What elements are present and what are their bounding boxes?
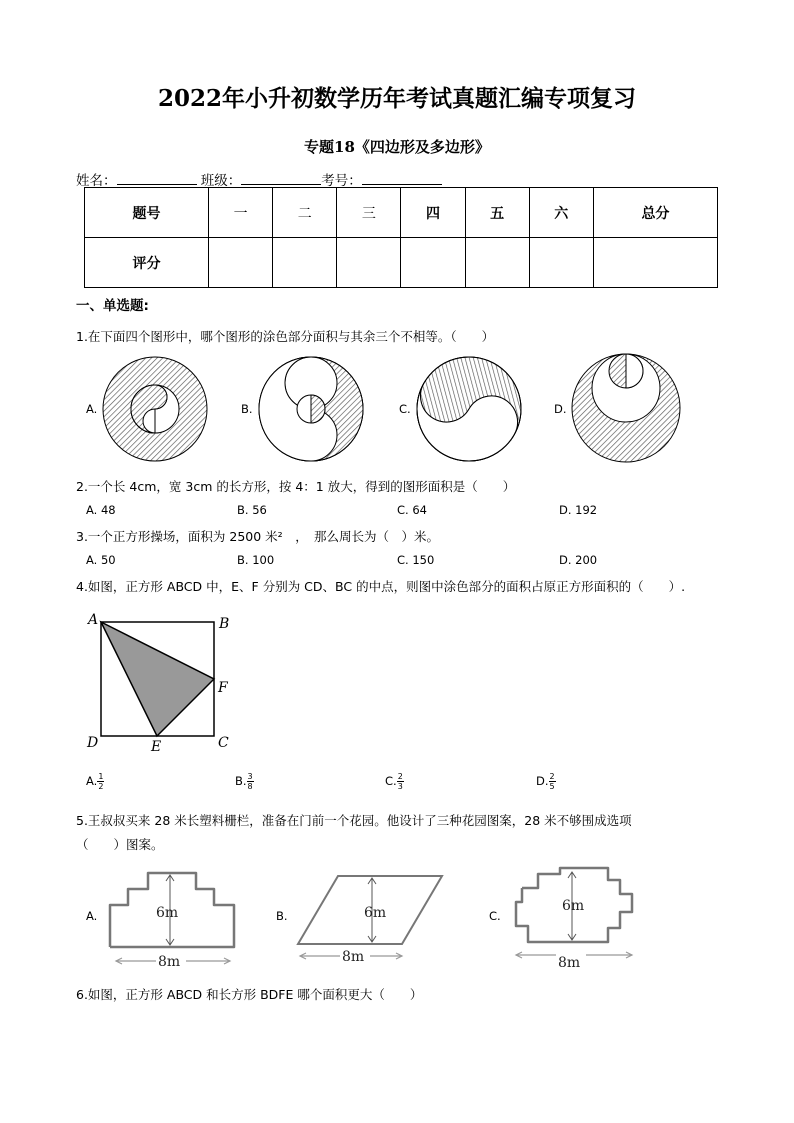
score-cell[interactable] — [593, 238, 717, 288]
q4-option-c[interactable] — [385, 772, 404, 791]
q1-figure-d — [570, 352, 682, 464]
q2-option-d[interactable]: D. 192 — [559, 503, 598, 517]
q5b-width-label: 8m — [342, 949, 365, 965]
q4-option-a[interactable] — [86, 772, 104, 791]
score-table-header-row — [85, 188, 718, 238]
name-field[interactable] — [117, 170, 197, 185]
q4-option-d[interactable] — [536, 772, 556, 791]
q4-option-a-label: A. — [86, 774, 98, 788]
score-header-cell: 总分 — [593, 188, 717, 238]
q4-option-b-numerator: 3 — [247, 772, 253, 781]
q5-option-c-label: C. — [489, 909, 501, 923]
q4-option-b-fraction — [247, 772, 254, 791]
q5c-height-label: 6m — [562, 898, 585, 914]
q1-option-d-label: D. — [554, 402, 567, 416]
question-5-text-line-2: （ ）图案。 — [76, 837, 164, 852]
label-b: B — [219, 616, 230, 632]
score-cell[interactable] — [465, 238, 529, 288]
q3-option-d[interactable]: D. 200 — [559, 553, 598, 567]
question-2-text: 2.一个长 4cm，宽 3cm 的长方形，按 4：1 放大，得到的图形面积是（ ） — [76, 479, 516, 494]
q4-option-d-label: D. — [536, 774, 549, 788]
score-header-cell: 二 — [273, 188, 337, 238]
score-header-cell: 四 — [401, 188, 465, 238]
q1-figure-b — [258, 356, 364, 462]
label-a: A — [88, 612, 99, 628]
question-5-text-line-1: 5.王叔叔买来 28 米长塑料栅栏，准备在门前一个花园。他设计了三种花园图案，28 米不够围成选项 — [76, 813, 632, 828]
q4-square-figure — [84, 610, 244, 758]
q5-option-b-label: B. — [276, 909, 288, 923]
q4-option-c-denominator: 3 — [397, 782, 403, 791]
q5-figure-c — [508, 862, 640, 970]
score-header-cell: 三 — [337, 188, 401, 238]
q5b-height-label: 6m — [364, 905, 387, 921]
q3-option-b[interactable]: B. 100 — [237, 553, 275, 567]
q5a-height-label: 6m — [156, 905, 179, 921]
score-cell[interactable] — [273, 238, 337, 288]
score-header-cell: 五 — [465, 188, 529, 238]
label-d: D — [87, 735, 99, 751]
score-cell[interactable] — [337, 238, 401, 288]
name-label: 姓名： — [76, 173, 117, 189]
label-c: C — [218, 735, 229, 751]
label-f: F — [218, 680, 228, 696]
q4-option-a-numerator: 1 — [98, 772, 104, 781]
score-cell[interactable] — [529, 238, 593, 288]
q1-option-b-label: B. — [241, 402, 253, 416]
q1-figure-c — [416, 356, 522, 462]
class-label: 班级： — [200, 173, 242, 189]
q3-option-a[interactable]: A. 50 — [86, 553, 116, 567]
q4-option-d-fraction — [549, 772, 556, 791]
question-6-text: 6.如图，正方形 ABCD 和长方形 BDFE 哪个面积更大（ ） — [76, 987, 423, 1002]
page-subtitle: 专题18《四边形及多边形》 — [304, 138, 490, 156]
q4-option-c-label: C. — [385, 774, 397, 788]
q5-option-a-label: A. — [86, 909, 98, 923]
score-cell[interactable] — [209, 238, 273, 288]
question-4-text: 4.如图，正方形 ABCD 中，E、F 分别为 CD、BC 的中点，则图中涂色部分的面积占原正方形面积的（ ）. — [76, 579, 686, 594]
q2-option-a[interactable]: A. 48 — [86, 503, 116, 517]
question-3-text: 3.一个正方形操场，面积为 2500 米² ， 那么周长为（ ）米。 — [76, 529, 439, 544]
exam-no-label: 考号： — [321, 173, 362, 189]
q2-option-b[interactable]: B. 56 — [237, 503, 267, 517]
q5-figure-b — [292, 866, 452, 966]
q4-option-b-label: B. — [235, 774, 247, 788]
q1-option-c-label: C. — [399, 402, 411, 416]
score-header-cell: 六 — [529, 188, 593, 238]
q5c-width-label: 8m — [558, 955, 581, 970]
label-e: E — [151, 739, 162, 755]
student-info — [76, 169, 442, 189]
q4-option-c-fraction — [397, 772, 404, 791]
score-table — [84, 187, 718, 288]
score-row-label: 评分 — [85, 238, 209, 288]
q1-figure-a — [102, 356, 208, 462]
q3-option-c[interactable]: C. 150 — [397, 553, 435, 567]
score-header-cell: 一 — [209, 188, 273, 238]
page-title: 2022年小升初数学历年考试真题汇编专项复习 — [157, 85, 636, 112]
section-heading: 一、单选题: — [76, 298, 149, 314]
q5a-width-label: 8m — [158, 954, 181, 970]
exam-no-field[interactable] — [362, 170, 442, 185]
question-1-text: 1.在下面四个图形中，哪个图形的涂色部分面积与其余三个不相等。（ ） — [76, 329, 495, 344]
class-field[interactable] — [241, 170, 321, 185]
score-cell[interactable] — [401, 238, 465, 288]
q4-option-b[interactable] — [235, 772, 254, 791]
q4-option-b-denominator: 8 — [247, 782, 253, 791]
q4-option-a-fraction — [97, 772, 104, 791]
q4-option-d-denominator: 5 — [549, 782, 555, 791]
score-table-score-row — [85, 238, 718, 288]
q2-option-c[interactable]: C. 64 — [397, 503, 427, 517]
q1-option-a-label: A. — [86, 402, 98, 416]
score-header-cell: 题号 — [85, 188, 209, 238]
q4-option-a-denominator: 2 — [98, 782, 104, 791]
q4-option-d-numerator: 2 — [549, 772, 555, 781]
q4-option-c-numerator: 2 — [397, 772, 403, 781]
q5-figure-a — [104, 865, 244, 975]
